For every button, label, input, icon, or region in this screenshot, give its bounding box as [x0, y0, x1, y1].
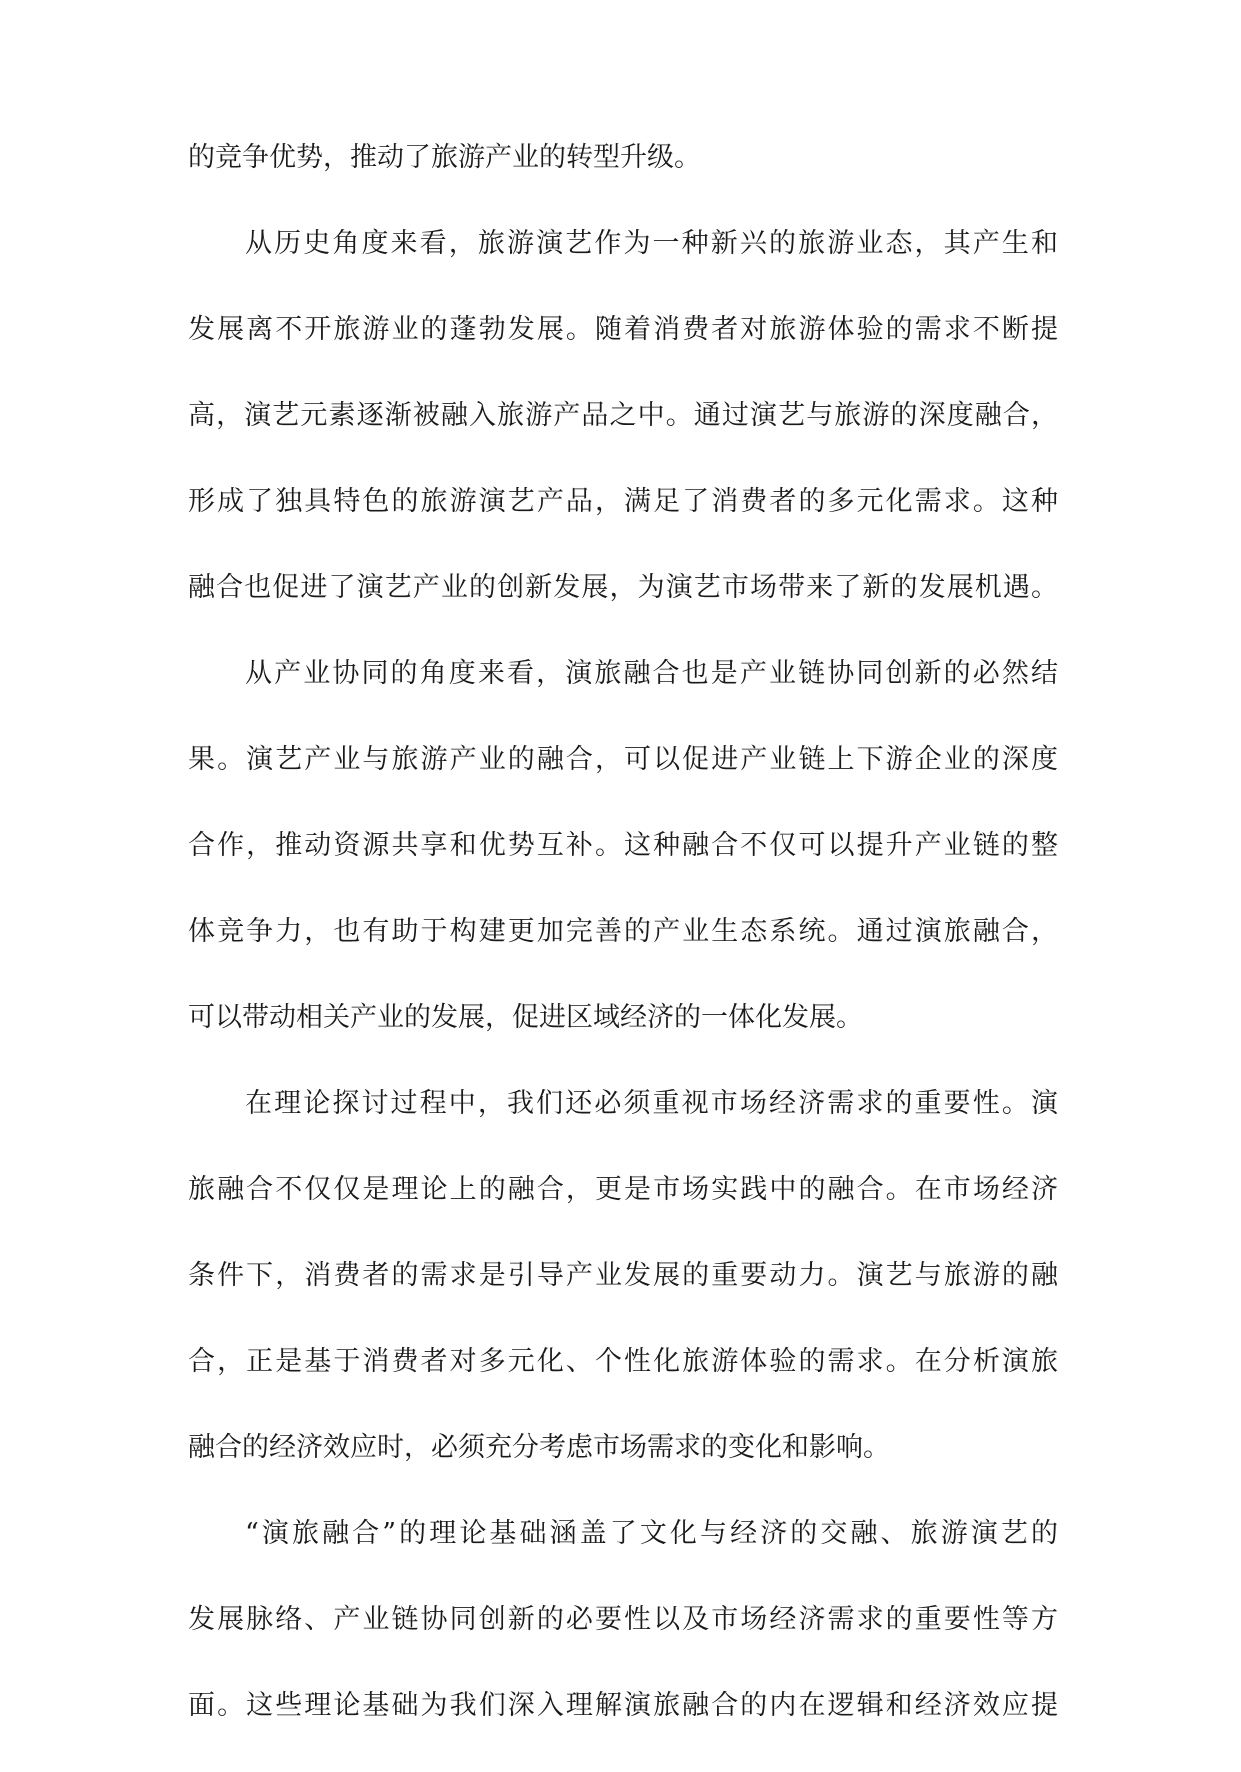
text-line: 合作，推动资源共享和优势互补。这种融合不仅可以提升产业链的整	[188, 830, 1058, 861]
text-line: 可以带动相关产业的发展，促进区域经济的一体化发展。	[188, 1002, 863, 1033]
text-line: 从历史角度来看，旅游演艺作为一种新兴的旅游业态，其产生和	[245, 228, 1058, 259]
text-line: 的竞争优势，推动了旅游产业的转型升级。	[188, 142, 701, 173]
text-line: 融合也促进了演艺产业的创新发展，为演艺市场带来了新的发展机遇。	[188, 572, 1058, 603]
text-line: 合，正是基于消费者对多元化、个性化旅游体验的需求。在分析演旅	[188, 1346, 1058, 1377]
text-line: 融合的经济效应时，必须充分考虑市场需求的变化和影响。	[188, 1432, 890, 1463]
text-line: 体竞争力，也有助于构建更加完善的产业生态系统。通过演旅融合，	[188, 916, 1058, 947]
text-line: 面。这些理论基础为我们深入理解演旅融合的内在逻辑和经济效应提	[188, 1690, 1058, 1721]
body-text	[188, 138, 1058, 1772]
text-line: 果。演艺产业与旅游产业的融合，可以促进产业链上下游企业的深度	[188, 744, 1058, 775]
text-line: 旅融合不仅仅是理论上的融合，更是市场实践中的融合。在市场经济	[188, 1174, 1058, 1205]
text-line: 条件下，消费者的需求是引导产业发展的重要动力。演艺与旅游的融	[188, 1260, 1058, 1291]
text-line: 发展离不开旅游业的蓬勃发展。随着消费者对旅游体验的需求不断提	[188, 314, 1058, 345]
text-line: 发展脉络、产业链协同创新的必要性以及市场经济需求的重要性等方	[188, 1604, 1058, 1635]
text-line: 从产业协同的角度来看，演旅融合也是产业链协同创新的必然结	[245, 658, 1058, 689]
text-line: 在理论探讨过程中，我们还必须重视市场经济需求的重要性。演	[245, 1088, 1058, 1119]
text-line: “演旅融合”的理论基础涵盖了文化与经济的交融、旅游演艺的	[245, 1518, 1058, 1549]
text-line: 高，演艺元素逐渐被融入旅游产品之中。通过演艺与旅游的深度融合，	[188, 400, 1058, 431]
text-line: 形成了独具特色的旅游演艺产品，满足了消费者的多元化需求。这种	[188, 486, 1058, 517]
